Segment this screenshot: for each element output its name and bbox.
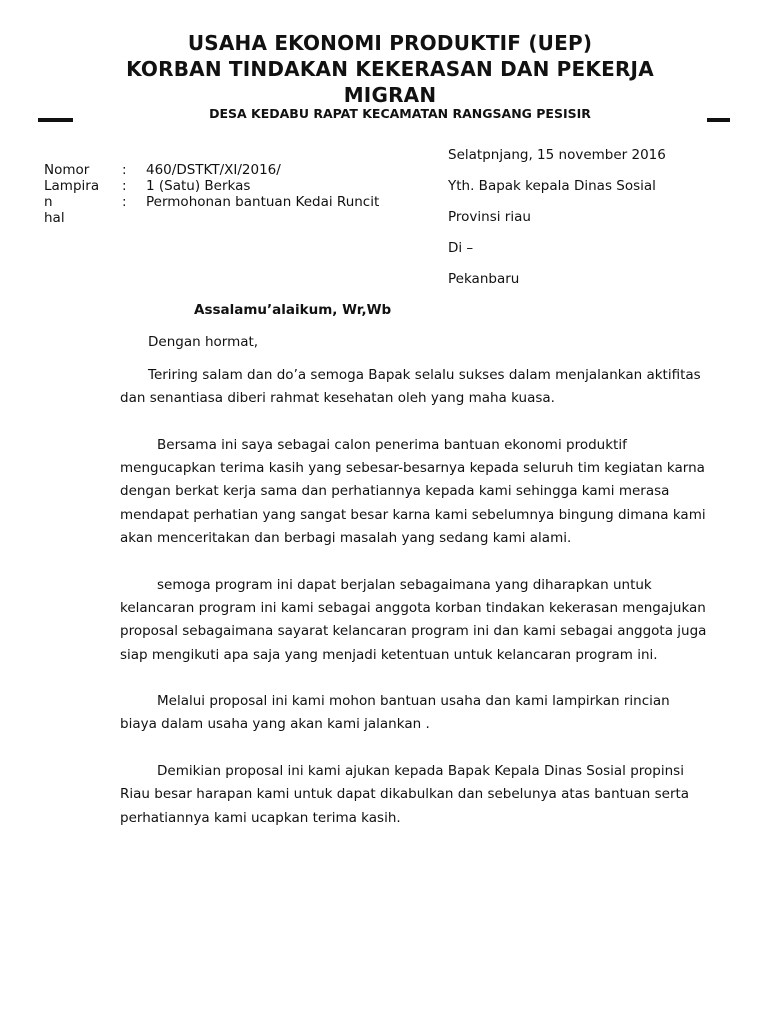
paragraph-3: semoga program ini dapat berjalan sebagaimana yang diharapkan untuk kelancaran program ini kami sebagai anggota korban tindakan kekerasan mengajukan proposal sebagaimana sayarat kelancaran program ini dan kami sebagai anggota juga siap mengikuti apa saja yang menjadi ketentuan untuk kelancaran program ini. xyxy=(120,576,707,663)
title-line-1: USAHA EKONOMI PRODUKTIF (UEP) xyxy=(187,31,593,55)
paragraph-2: Bersama ini saya sebagai calon penerima bantuan ekonomi produktif mengucapkan terima kasih yang sebesar-besarnya kepada seluruh tim kegiatan karna dengan berkat kerja sama dan perhatiannya kepada kami sehingga kami merasa mendapat perhatian yang sangat besar karna kami sebelumnya bingung dimana kami akan menceritakan dan berbagi masalah yang sedang kami alami. xyxy=(120,436,706,547)
document-title xyxy=(100,30,680,108)
recipient-block xyxy=(448,146,666,301)
hal-label: hal xyxy=(44,210,65,226)
greeting: Assalamu’alaikum, Wr,Wb xyxy=(194,302,392,318)
recipient-di: Di – xyxy=(448,240,474,256)
paragraph-5: Demikian proposal ini kami ajukan kepada Bapak Kepala Dinas Sosial propinsi Riau besar harapan kami untuk dapat dikabulkan dan sebelunya atas bantuan serta perhatiannya kami ucapkan terima kasih. xyxy=(120,763,690,826)
lampiran-value: 1 (Satu) Berkas xyxy=(146,178,251,194)
salutation: Dengan hormat, xyxy=(148,334,259,350)
title-line-2: KORBAN TINDAKAN KEKERASAN DAN PEKERJA xyxy=(126,57,654,81)
lampiran-colon: : xyxy=(122,178,127,194)
recipient-city: Pekanbaru xyxy=(448,271,520,287)
paragraph-4: Melalui proposal ini kami mohon bantuan usaha dan kami lampirkan rincian biaya dalam usaha yang akan kami jalankan . xyxy=(120,693,670,733)
hal-value: Permohonan bantuan Kedai Runcit xyxy=(146,194,380,210)
letter-body xyxy=(120,364,710,853)
recipient-province: Provinsi riau xyxy=(448,209,531,225)
nomor-value: 460/DSTKT/XI/2016/ xyxy=(146,162,281,178)
hal-colon: : xyxy=(122,194,127,210)
paragraph-1: Teriring salam dan do’a semoga Bapak selalu sukses dalam menjalankan aktifitas dan senantiasa diberi rahmat kesehatan oleh yang maha kuasa. xyxy=(120,367,701,407)
letter-date: Selatpnjang, 15 november 2016 xyxy=(448,147,666,163)
header-rule-left xyxy=(38,118,73,122)
header-rule-right xyxy=(707,118,730,122)
lampiran-label: Lampiran xyxy=(44,178,100,210)
title-line-3: MIGRAN xyxy=(343,83,437,107)
nomor-label: Nomor xyxy=(44,162,90,178)
recipient-to: Yth. Bapak kepala Dinas Sosial xyxy=(448,178,656,194)
nomor-colon: : xyxy=(122,162,127,178)
document-subtitle: DESA KEDABU RAPAT KECAMATAN RANGSANG PESISIR xyxy=(209,106,591,118)
